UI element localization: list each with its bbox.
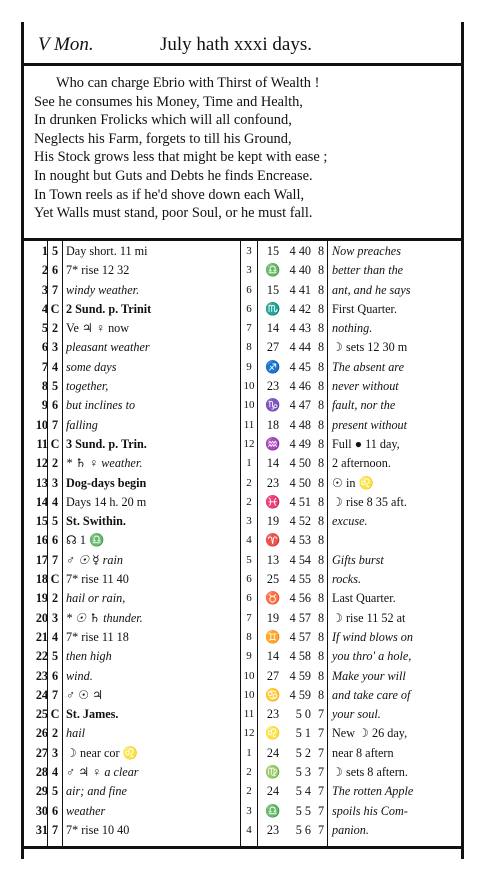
calendar-row [24,821,461,840]
sun-set-hour: 8 [317,475,325,490]
moon-rise-hour: 8 [246,630,252,643]
moon-sign: ♉ [265,591,281,606]
verse-line: In Town reels as if he'd shove down each Wall, [34,186,305,203]
day-number: 14 [35,494,48,509]
weekday-letter: 2 [51,456,59,471]
weekday-letter: 6 [51,533,59,548]
calendar-row [24,416,461,435]
weekday-letter: 7 [51,687,59,702]
sun-rise-time: 5 6 [295,822,311,837]
moon-sign: 18 [266,417,280,432]
weekday-letter: 6 [51,803,59,818]
calendar-row [24,454,461,473]
day-number: 13 [35,475,48,490]
moon-sign: ♎ [265,803,281,818]
calendar-row [24,744,461,763]
calendar-row [24,338,461,357]
calendar-row [24,551,461,570]
moon-sign: ♑ [265,398,281,413]
sun-rise-time: 4 44 [289,340,311,355]
sun-set-hour: 8 [317,552,325,567]
header-rule [21,63,464,66]
sun-set-hour: 8 [317,572,325,587]
sun-rise-time: 4 51 [289,494,311,509]
sun-set-hour: 8 [317,263,325,278]
moon-sign: 23 [266,822,280,837]
moon-sign: 24 [266,784,280,799]
sun-set-hour: 8 [317,514,325,529]
weather-text: ☉ in ♌ [332,475,374,490]
weather-text: Last Quarter. [332,591,396,606]
weather-text: never without [332,379,399,394]
sun-rise-time: 4 59 [289,668,311,683]
sun-set-hour: 8 [317,244,325,258]
moon-rise-hour: 8 [246,341,252,354]
calendar-row [24,724,461,743]
moon-sign: 27 [266,668,280,683]
sun-rise-time: 4 59 [289,687,311,702]
weekday-letter: 3 [51,610,59,625]
moon-sign: 23 [266,475,280,490]
weather-text: Full ● 11 day, [332,436,400,451]
sun-rise-time: 4 43 [289,321,311,336]
moon-sign: 19 [266,514,280,529]
moon-rise-hour: 9 [246,650,252,663]
weather-text: your soul. [332,707,381,722]
moon-rise-hour: 2 [246,495,252,508]
day-number: 11 [36,436,48,451]
weekday-letter: 4 [51,629,59,644]
sun-set-hour: 8 [317,687,325,702]
weekday-letter: 5 [51,244,59,258]
sun-rise-time: 4 46 [289,379,311,394]
day-number: 26 [35,726,48,741]
day-number: 31 [35,822,48,837]
moon-rise-hour: 3 [246,515,252,528]
weather-text: spoils his Com- [332,803,408,818]
moon-rise-hour: 6 [246,283,252,296]
aspect-text: * ☉ ♄ thunder. [66,610,143,625]
calendar-row [24,647,461,666]
aspect-text: 7* rise 10 40 [66,822,130,837]
weekday-letter: C [50,572,60,587]
sun-set-hour: 8 [317,398,325,413]
moon-sign: ♋ [265,687,281,702]
sun-rise-time: 4 50 [289,475,311,490]
moon-sign: 14 [266,321,280,336]
verse-line: In nought but Guts and Debts he finds Encrease. [34,167,313,184]
calendar-row [24,261,461,280]
verse-line: See he consumes his Money, Time and Health, [34,93,303,110]
weekday-letter: 3 [51,340,59,355]
aspect-text: some days [66,359,117,374]
sun-rise-time: 4 49 [289,436,311,451]
moon-rise-hour: 12 [243,727,255,740]
day-number: 3 [41,282,48,297]
weekday-letter: 7 [51,417,59,432]
weather-text: better than the [332,263,404,278]
aspect-text: but inclines to [66,398,136,413]
weather-text: excuse. [332,514,368,529]
sun-rise-time: 4 53 [289,533,311,548]
moon-rise-hour: 2 [246,476,252,489]
day-number: 18 [35,572,48,587]
calendar-row [24,493,461,512]
aspect-text: hail or rain, [66,591,126,606]
calendar-row [24,570,461,589]
aspect-text: 7* rise 11 18 [66,629,129,644]
weekday-letter: C [50,707,60,722]
moon-rise-hour: 10 [243,380,255,393]
weekday-letter: 6 [51,263,59,278]
moon-sign: ♒ [265,436,281,451]
sun-set-hour: 8 [317,340,325,355]
sun-set-hour: 8 [317,436,325,451]
calendar-row [24,512,461,531]
moon-rise-hour: 10 [243,399,255,412]
moon-rise-hour: 2 [246,785,252,798]
calendar-row [24,667,461,686]
aspect-text: falling [66,417,98,432]
sun-rise-time: 4 54 [289,552,311,567]
day-number: 10 [35,417,48,432]
moon-rise-hour: 6 [246,302,252,315]
moon-sign: ♏ [265,301,281,316]
day-number: 27 [35,745,48,760]
day-number: 17 [35,552,48,567]
aspect-text: St. James. [66,707,119,722]
aspect-text: Dog-days begin [66,475,147,490]
moon-rise-hour: 12 [243,437,255,450]
moon-sign: 19 [266,610,280,625]
weekday-letter: 2 [51,726,59,741]
day-number: 7 [41,359,48,374]
aspect-text: ☊ 1 ♎ [66,533,105,548]
moon-rise-hour: 3 [246,264,252,277]
weekday-letter: 7 [51,822,59,837]
weekday-letter: 5 [51,514,59,529]
aspect-text: wind. [66,668,93,683]
weather-text: fault, nor the [332,398,396,413]
weather-text: nothing. [332,321,373,336]
moon-sign: ♈ [265,533,281,548]
weekday-letter: 4 [51,359,59,374]
weekday-letter: C [50,436,60,451]
sun-set-hour: 7 [317,726,325,741]
aspect-text: Day short. 11 mi [66,244,148,258]
month-header [34,32,454,62]
calendar-row [24,300,461,319]
sun-rise-time: 4 55 [289,572,311,587]
aspect-text: 7* rise 12 32 [66,263,130,278]
weather-text: ant, and he says [332,282,411,297]
day-number: 21 [35,629,48,644]
day-number: 30 [35,803,48,818]
verse-line: His Stock grows less that might be kept with ease ; [34,149,328,166]
calendar-row [24,782,461,801]
day-number: 2 [41,263,48,278]
sun-rise-time: 4 52 [289,514,311,529]
weather-text: Now preaches [332,244,401,258]
day-number: 24 [35,687,48,702]
aspect-text: Days 14 h. 20 m [66,494,147,509]
aspect-text: windy weather. [66,282,140,297]
moon-sign: ♍ [265,765,281,780]
day-number: 6 [41,340,48,355]
weather-text: ☽ rise 11 52 at [332,610,406,625]
weather-text: ☽ sets 8 aftern. [332,765,408,780]
verse-line: In drunken Frolicks which will all confound, [34,112,292,129]
sun-set-hour: 8 [317,629,325,644]
calendar-row [24,242,461,261]
sun-set-hour: 8 [317,649,325,664]
moon-sign: 15 [266,282,280,297]
weekday-letter: 5 [51,784,59,799]
calendar-row [24,531,461,550]
aspect-text: 3 Sund. p. Trin. [66,436,147,451]
sun-set-hour: 8 [317,591,325,606]
day-number: 16 [35,533,48,548]
weekday-letter: 5 [51,379,59,394]
weather-text: The absent are [332,359,404,374]
moon-rise-hour: 4 [246,823,252,836]
aspect-text: ☽ near cor ♌ [66,745,138,760]
aspect-text: 7* rise 11 40 [66,572,129,587]
day-number: 25 [35,707,48,722]
moon-rise-hour: 9 [246,360,252,373]
verse-line: Who can charge Ebrio with Thirst of Wealth ! [56,75,320,91]
sun-rise-time: 5 1 [295,726,311,741]
moon-rise-hour: 11 [243,418,255,431]
sun-set-hour: 8 [317,610,325,625]
weather-text: If wind blows on [332,629,413,644]
sun-set-hour: 7 [317,745,325,760]
aspect-text: ♂ ☉ ♃ [66,687,104,702]
weather-text: near 8 aftern [332,745,394,760]
calendar-row [24,628,461,647]
sun-set-hour: 8 [317,321,325,336]
moon-sign: 25 [266,572,280,587]
weekday-letter: 4 [51,494,59,509]
moon-sign: 27 [266,340,280,355]
moon-sign: ♐ [265,359,281,374]
day-number: 20 [35,610,48,625]
sun-set-hour: 8 [317,282,325,297]
moon-sign: 15 [266,244,280,258]
month-title: July hath xxxi days. [160,34,312,55]
sun-set-hour: 8 [317,379,325,394]
weather-text: rocks. [332,572,361,587]
day-number: 29 [35,784,48,799]
sun-rise-time: 4 41 [289,282,311,297]
aspect-text: air; and fine [66,784,127,799]
calendar-row [24,589,461,608]
aspect-text: ♂ ♃ ♀ a clear [66,765,139,780]
sun-set-hour: 7 [317,784,325,799]
weather-text: Gifts burst [332,552,384,567]
sun-set-hour: 8 [317,668,325,683]
aspect-text: then high [66,649,112,664]
calendar-row [24,377,461,396]
weather-text: Make your will [332,668,406,683]
sun-set-hour: 8 [317,417,325,432]
day-number: 15 [35,514,48,529]
aspect-text: together, [66,379,109,394]
sun-rise-time: 4 58 [289,649,311,664]
weather-text: and take care of [332,687,411,702]
calendar-bottom-rule [21,846,464,849]
moon-rise-hour: 10 [243,669,255,682]
aspect-text: ♂ ☉ ☿ rain [66,552,124,567]
calendar-row [24,802,461,821]
calendar-row [24,763,461,782]
moon-sign: 14 [266,649,280,664]
moon-rise-hour: 3 [246,804,252,817]
calendar-row [24,281,461,300]
moon-sign: ♎ [265,263,281,278]
sun-set-hour: 8 [317,359,325,374]
sun-rise-time: 4 56 [289,591,311,606]
calendar-row [24,319,461,338]
calendar-row [24,474,461,493]
sun-set-hour: 8 [317,456,325,471]
calendar-row [24,609,461,628]
weather-text: New ☽ 26 day, [332,726,408,741]
weather-text: present without [332,417,408,432]
day-number: 23 [35,668,48,683]
sun-set-hour: 8 [317,533,325,548]
weekday-letter: 7 [51,552,59,567]
moon-rise-hour: 5 [246,553,252,566]
calendar-row [24,705,461,724]
moon-rise-hour: 3 [246,245,252,257]
day-number: 1 [41,244,48,258]
moon-rise-hour: 11 [243,708,255,721]
weather-text: 2 afternoon. [332,456,391,471]
sun-rise-time: 4 42 [289,301,311,316]
moon-rise-hour: 2 [246,766,252,779]
moon-sign: ♊ [265,629,281,644]
weather-text: The rotten Apple [332,784,414,799]
sun-rise-time: 5 5 [295,803,311,818]
sun-rise-time: 5 4 [295,784,311,799]
calendar-row [24,686,461,705]
sun-rise-time: 4 57 [289,610,311,625]
verse-line: Yet Walls must stand, poor Soul, or he must fall. [34,205,313,222]
moon-sign: 13 [266,552,280,567]
day-number: 9 [41,398,48,413]
month-label: V Mon. [38,34,94,55]
weekday-letter: 4 [51,765,59,780]
day-number: 28 [35,765,48,780]
calendar-row [24,435,461,454]
sun-rise-time: 5 0 [295,707,311,722]
moon-rise-hour: 6 [246,573,252,586]
moon-rise-hour: 7 [246,611,252,624]
sun-rise-time: 5 2 [295,745,311,760]
weekday-letter: 6 [51,398,59,413]
sun-set-hour: 7 [317,707,325,722]
moon-rise-hour: 1 [246,746,252,759]
weather-text: First Quarter. [332,301,397,316]
aspect-text: St. Swithin. [66,514,126,529]
moon-sign: 23 [266,707,280,722]
moon-rise-hour: 1 [246,457,252,470]
calendar-row [24,396,461,415]
weekday-letter: 5 [51,649,59,664]
moon-rise-hour: 7 [246,322,252,335]
weather-text: ☽ rise 8 35 aft. [332,494,407,509]
moon-sign: ♓ [265,494,281,509]
sun-rise-time: 4 45 [289,359,311,374]
weekday-letter: C [50,301,60,316]
sun-set-hour: 7 [317,803,325,818]
moon-sign: 24 [266,745,280,760]
sun-rise-time: 5 3 [295,765,311,780]
sun-rise-time: 4 57 [289,629,311,644]
aspect-text: Ve ♃ ♀ now [66,321,130,336]
day-number: 8 [41,379,48,394]
calendar-top-rule [21,238,464,241]
sun-set-hour: 8 [317,301,325,316]
verse [34,74,454,223]
calendar-row [24,358,461,377]
sun-set-hour: 7 [317,822,325,837]
day-number: 22 [35,649,48,664]
sun-rise-time: 4 50 [289,456,311,471]
day-number: 5 [41,321,48,336]
aspect-text: pleasant weather [66,340,150,355]
moon-sign: 14 [266,456,280,471]
aspect-text: * ♄ ♀ weather. [66,456,143,471]
sun-set-hour: 8 [317,494,325,509]
aspect-text: 2 Sund. p. Trinit [66,301,152,316]
sun-rise-time: 4 48 [289,417,311,432]
moon-rise-hour: 4 [246,534,252,547]
calendar-table [24,242,461,840]
aspect-text: weather [66,803,106,818]
weekday-letter: 3 [51,745,59,760]
moon-rise-hour: 6 [246,592,252,605]
moon-sign: ♌ [265,726,281,741]
sun-rise-time: 4 40 [289,244,311,258]
moon-sign: 23 [266,379,280,394]
weekday-letter: 6 [51,668,59,683]
verse-line: Neglects his Farm, forgets to till his Ground, [34,130,292,147]
weekday-letter: 2 [51,321,59,336]
weekday-letter: 2 [51,591,59,606]
sun-rise-time: 4 40 [289,263,311,278]
day-number: 4 [41,301,48,316]
weather-text: panion. [332,822,369,837]
aspect-text: hail [66,726,85,741]
moon-rise-hour: 10 [243,688,255,701]
weekday-letter: 7 [51,282,59,297]
day-number: 12 [35,456,48,471]
weekday-letter: 3 [51,475,59,490]
day-number: 19 [35,591,48,606]
sun-set-hour: 7 [317,765,325,780]
weather-text: ☽ sets 12 30 m [332,340,408,355]
sun-rise-time: 4 47 [289,398,311,413]
weather-text: you thro' a hole, [332,649,412,664]
